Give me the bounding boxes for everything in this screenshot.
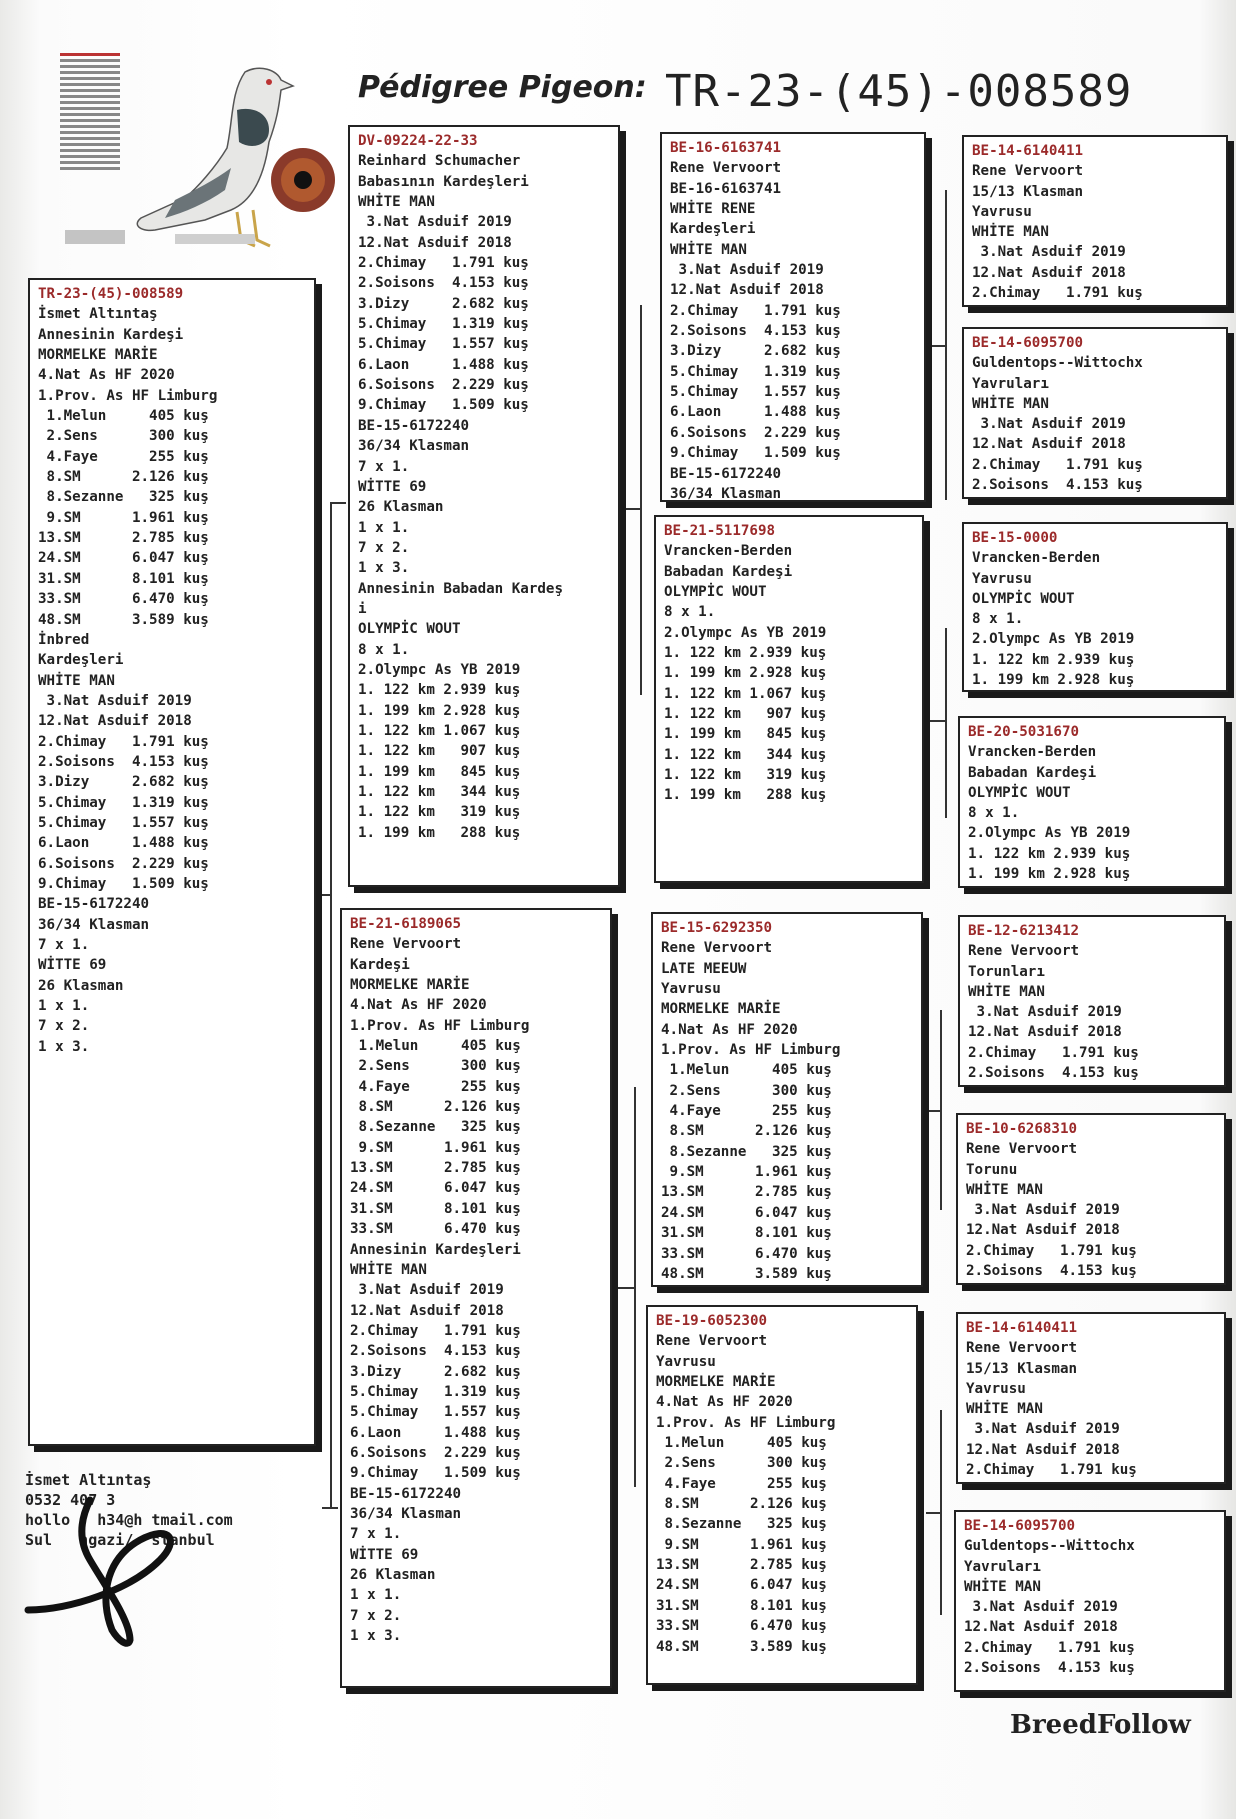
pedigree-card-sss [962, 135, 1228, 307]
owner-name: İsmet Altıntaş [25, 1471, 152, 1489]
connector-line [926, 1512, 940, 1514]
signature-icon [20, 1480, 180, 1650]
connector-line [634, 1087, 636, 1487]
card-details: Reinhard Schumacher Babasının Kardeşleri WHİTE MAN 3.Nat Asduif 2019 12.Nat Asduif 2018 2.Chimay 1.791 kuş 2.Soisons 4.153 kuş 3.Dizy 2.682 kuş 5.Chimay 1.319 kuş 5.Chimay 1.557 kuş 6.Laon 1.488 kuş 6.Soisons 2.229 kuş 9.Chimay 1.509 kuş BE-15-6172240 36/34 Klasman 7 x 1. WİTTE 69 26 Klasman 1 x 1. 7 x 2. 1 x 3. Annesinin Babadan Kardeş i OLYMPİC WOUT 8 x 1. 2.Olympc As YB 2019 1. 122 km 2.939 kuş 1. 199 km 2.928 kuş 1. 122 km 1.067 kuş 1. 122 km 907 kuş 1. 199 km 845 kuş 1. 122 km 344 kuş 1. 122 km 319 kuş 1. 199 km 288 kuş [358, 153, 563, 841]
pedigree-card-ssd [962, 327, 1228, 499]
card-details: Rene Vervoort Yavrusu MORMELKE MARİE 4.Nat As HF 2020 1.Prov. As HF Limburg 1.Melun 405 kuş 2.Sens 300 kuş 4.Faye 255 kuş 8.SM 2.126 kuş 8.Sezanne 325 kuş 9.SM 1.961 kuş 13.SM 2.785 kuş 24.SM 6.047 kuş 31.SM 8.101 kuş 33.SM 6.470 kuş 48.SM 3.589 kuş [656, 1333, 836, 1655]
ring-id: BE-21-6189065 [350, 916, 462, 932]
ring-number-title: TR-23-(45)-008589 [665, 66, 1133, 117]
card-details: Rene Vervoort 15/13 Klasman Yavrusu WHİTE MAN 3.Nat Asduif 2019 12.Nat Asduif 2018 2.Chimay 1.791 kuş [972, 163, 1143, 302]
card-details: Rene Vervoort Torunları WHİTE MAN 3.Nat Asduif 2019 12.Nat Asduif 2018 2.Chimay 1.791 kuş 2.Soisons 4.153 kuş [968, 943, 1139, 1082]
pedigree-card-sire-sire [660, 132, 926, 502]
connector-line [940, 1410, 942, 1615]
pedigree-card-subject [28, 278, 316, 1446]
owner-city: Sul ngazi/ stanbul [25, 1531, 215, 1549]
pigeon-icon [137, 68, 293, 246]
owner-email: hollo h34@h tmail.com [25, 1511, 233, 1529]
logo-caption [175, 234, 255, 244]
owner-phone: 0532 407 3 [25, 1491, 116, 1509]
pedigree-card-ddd [954, 1510, 1226, 1692]
connector-line [930, 720, 945, 722]
ring-id: BE-14-6140411 [966, 1320, 1078, 1336]
card-details: Rene Vervoort BE-16-6163741 WHİTE RENE Kardeşleri WHİTE MAN 3.Nat Asduif 2019 12.Nat Asduif 2018 2.Chimay 1.791 kuş 2.Soisons 4.153 kuş 3.Dizy 2.682 kuş 5.Chimay 1.319 kuş 5.Chimay 1.557 kuş 6.Laon 1.488 kuş 6.Soisons 2.229 kuş 9.Chimay 1.509 kuş BE-15-6172240 36/34 Klasman [670, 160, 841, 502]
logo-mark [65, 230, 125, 244]
connector-line [930, 345, 945, 347]
page-title: Pédigree Pigeon: [358, 70, 647, 105]
connector-line [640, 305, 642, 695]
card-details: Rene Vervoort LATE MEEUW Yavrusu MORMELKE MARİE 4.Nat As HF 2020 1.Prov. As HF Limburg 1.Melun 405 kuş 2.Sens 300 kuş 4.Faye 255 kuş 8.SM 2.126 kuş 8.Sezanne 325 kuş 9.SM 1.961 kuş 13.SM 2.785 kuş 24.SM 6.047 kuş 31.SM 8.101 kuş 33.SM 6.470 kuş 48.SM 3.589 kuş [661, 940, 841, 1282]
brand-logo: BreedFollow [1010, 1710, 1191, 1740]
pedigree-card-dsd [956, 1113, 1226, 1285]
card-details: Vrancken-Berden Yavrusu OLYMPİC WOUT 8 x 1. 2.Olympc As YB 2019 1. 122 km 2.939 kuş 1. 199 km 2.928 kuş [972, 550, 1135, 689]
card-details: Rene Vervoort Kardeşi MORMELKE MARİE 4.Nat As HF 2020 1.Prov. As HF Limburg 1.Melun 405 kuş 2.Sens 300 kuş 4.Faye 255 kuş 8.SM 2.126 kuş 8.Sezanne 325 kuş 9.SM 1.961 kuş 13.SM 2.785 kuş 24.SM 6.047 kuş 31.SM 8.101 kuş 33.SM 6.470 kuş Annesinin Kardeşleri WHİTE MAN 3.Nat Asduif 2019 12.Nat Asduif 2018 2.Chimay 1.791 kuş 2.Soisons 4.153 kuş 3.Dizy 2.682 kuş 5.Chimay 1.319 kuş 5.Chimay 1.557 kuş 6.Laon 1.488 kuş 6.Soisons 2.229 kuş 9.Chimay 1.509 kuş BE-15-6172240 36/34 Klasman 7 x 1. WİTTE 69 26 Klasman 1 x 1. 7 x 2. 1 x 3. [350, 936, 530, 1645]
connector-line [314, 894, 330, 896]
card-details: İsmet Altıntaş Annesinin Kardeşi MORMELKE MARİE 4.Nat As HF 2020 1.Prov. As HF Limburg 1.Melun 405 kuş 2.Sens 300 kuş 4.Faye 255 kuş 8.SM 2.126 kuş 8.Sezanne 325 kuş 9.SM 1.961 kuş 13.SM 2.785 kuş 24.SM 6.047 kuş 31.SM 8.101 kuş 33.SM 6.470 kuş 48.SM 3.589 kuş İnbred Kardeşleri WHİTE MAN 3.Nat Asduif 2019 12.Nat Asduif 2018 2.Chimay 1.791 kuş 2.Soisons 4.153 kuş 3.Dizy 2.682 kuş 5.Chimay 1.319 kuş 5.Chimay 1.557 kuş 6.Laon 1.488 kuş 6.Soisons 2.229 kuş 9.Chimay 1.509 kuş BE-15-6172240 36/34 Klasman 7 x 1. WİTTE 69 26 Klasman 1 x 1. 7 x 2. 1 x 3. [38, 306, 218, 1055]
pedigree-card-sdd [958, 716, 1226, 888]
ring-id: BE-19-6052300 [656, 1313, 768, 1329]
pedigree-card-dam [340, 908, 612, 1688]
connector-line [945, 190, 947, 500]
card-details: Rene Vervoort Torunu WHİTE MAN 3.Nat Asduif 2019 12.Nat Asduif 2018 2.Chimay 1.791 kuş 2.Soisons 4.153 kuş [966, 1141, 1137, 1280]
connector-line [330, 502, 346, 504]
ring-id: BE-21-5117698 [664, 523, 776, 539]
pedigree-card-dam-dam [646, 1305, 918, 1685]
ring-id: BE-15-6292350 [661, 920, 773, 936]
card-details: Guldentops--Wittochx Yavruları WHİTE MAN 3.Nat Asduif 2019 12.Nat Asduif 2018 2.Chimay 1.791 kuş 2.Soisons 4.153 kuş [972, 355, 1143, 494]
connector-line [945, 628, 947, 818]
connector-line [612, 1287, 634, 1289]
card-details: Vrancken-Berden Babadan Kardeşi OLYMPİC WOUT 8 x 1. 2.Olympc As YB 2019 1. 122 km 2.939 kuş 1. 199 km 2.928 kuş [968, 744, 1131, 883]
card-details: Vrancken-Berden Babadan Kardeşi OLYMPİC WOUT 8 x 1. 2.Olympc As YB 2019 1. 122 km 2.939 kuş 1. 199 km 2.928 kuş 1. 122 km 1.067 kuş 1. 122 km 907 kuş 1. 199 km 845 kuş 1. 122 km 344 kuş 1. 122 km 319 kuş 1. 199 km 288 kuş [664, 543, 827, 804]
eye-icon [271, 148, 335, 212]
pedigree-card-sire-dam [654, 515, 924, 883]
pedigree-card-dss [958, 915, 1226, 1087]
ring-id: BE-14-6095700 [972, 335, 1084, 351]
ring-id: BE-14-6140411 [972, 143, 1084, 159]
pedigree-card-dds [956, 1312, 1226, 1484]
ring-id: BE-10-6268310 [966, 1121, 1078, 1137]
ring-id: DV-09224-22-33 [358, 133, 478, 149]
connector-line [940, 1010, 942, 1210]
ring-id: BE-14-6095700 [964, 1518, 1076, 1534]
pedigree-card-sds [962, 522, 1228, 692]
ring-id: TR-23-(45)-008589 [38, 286, 184, 302]
ring-id: BE-20-5031670 [968, 724, 1080, 740]
ring-id: BE-12-6213412 [968, 923, 1080, 939]
connector-line [618, 508, 640, 510]
card-details: Rene Vervoort 15/13 Klasman Yavrusu WHİTE MAN 3.Nat Asduif 2019 12.Nat Asduif 2018 2.Chimay 1.791 kuş [966, 1340, 1137, 1479]
connector-line [926, 1110, 940, 1112]
ring-id: BE-16-6163741 [670, 140, 782, 156]
card-details: Guldentops--Wittochx Yavruları WHİTE MAN 3.Nat Asduif 2019 12.Nat Asduif 2018 2.Chimay 1.791 kuş 2.Soisons 4.153 kuş [964, 1538, 1135, 1677]
ring-id: BE-15-0000 [972, 530, 1058, 546]
pigeon-illustration [55, 50, 355, 255]
pedigree-card-dam-sire [651, 912, 923, 1287]
connector-line [330, 502, 332, 1507]
connector-line [322, 1507, 338, 1509]
pedigree-card-sire [348, 125, 620, 887]
